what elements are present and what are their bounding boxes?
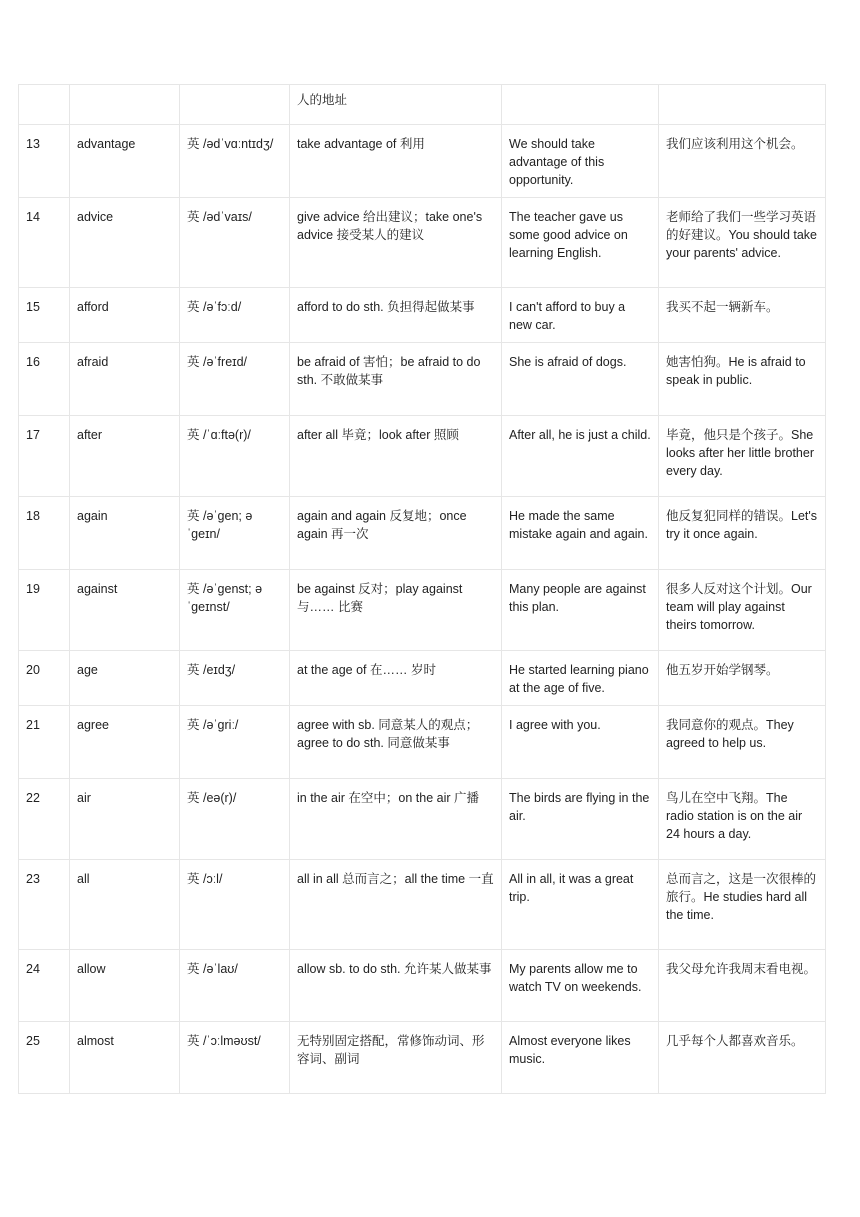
table-row <box>19 198 826 288</box>
phrases-cell: all in all 总而言之；all the time 一直 <box>290 860 502 950</box>
example-en-cell <box>502 85 659 125</box>
table-row <box>19 1022 826 1094</box>
example-en-cell: I can't afford to buy a new car. <box>502 288 659 343</box>
index-cell: 19 <box>19 570 70 651</box>
phonetic-cell: 英 /eɪdʒ/ <box>180 651 290 706</box>
example-zh-cell: 他五岁开始学钢琴。 <box>659 651 826 706</box>
example-en-cell: He started learning piano at the age of five. <box>502 651 659 706</box>
phonetic-cell: 英 /əˈgen; əˈgeɪn/ <box>180 497 290 570</box>
phonetic-cell: 英 /əˈlaʊ/ <box>180 950 290 1022</box>
index-cell: 15 <box>19 288 70 343</box>
phrases-cell: be against 反对；play against 与…… 比赛 <box>290 570 502 651</box>
word-cell: against <box>70 570 180 651</box>
example-zh-cell: 我父母允许我周末看电视。 <box>659 950 826 1022</box>
phrases-cell: at the age of 在…… 岁时 <box>290 651 502 706</box>
table-row <box>19 860 826 950</box>
phrases-cell: allow sb. to do sth. 允许某人做某事 <box>290 950 502 1022</box>
vocabulary-table <box>18 84 826 1094</box>
example-zh-cell: 老师给了我们一些学习英语的好建议。You should take your parents' advice. <box>659 198 826 288</box>
phonetic-cell: 英 /əˈgenst; əˈgeɪnst/ <box>180 570 290 651</box>
word-cell: air <box>70 779 180 860</box>
example-zh-cell: 几乎每个人都喜欢音乐。 <box>659 1022 826 1094</box>
table-row <box>19 288 826 343</box>
word-cell: advantage <box>70 125 180 198</box>
index-cell: 18 <box>19 497 70 570</box>
phrases-cell: after all 毕竟；look after 照顾 <box>290 416 502 497</box>
table-row-continuation <box>19 85 826 125</box>
table-row <box>19 950 826 1022</box>
vocabulary-table-body <box>19 85 826 1094</box>
example-zh-cell: 总而言之，这是一次很棒的旅行。He studies hard all the time. <box>659 860 826 950</box>
example-en-cell: She is afraid of dogs. <box>502 343 659 416</box>
index-cell: 24 <box>19 950 70 1022</box>
phonetic-cell <box>180 85 290 125</box>
example-zh-cell: 他反复犯同样的错误。Let's try it once again. <box>659 497 826 570</box>
index-cell: 16 <box>19 343 70 416</box>
index-cell: 23 <box>19 860 70 950</box>
phonetic-cell: 英 /əˈfreɪd/ <box>180 343 290 416</box>
index-cell <box>19 85 70 125</box>
index-cell: 13 <box>19 125 70 198</box>
example-en-cell: My parents allow me to watch TV on weekends. <box>502 950 659 1022</box>
example-zh-cell: 鸟儿在空中飞翔。The radio station is on the air 24 hours a day. <box>659 779 826 860</box>
phonetic-cell: 英 /əˈgriː/ <box>180 706 290 779</box>
word-cell: again <box>70 497 180 570</box>
phrases-cell: give advice 给出建议；take one's advice 接受某人的建议 <box>290 198 502 288</box>
phrases-cell: 无特别固定搭配，常修饰动词、形容词、副词 <box>290 1022 502 1094</box>
example-en-cell: After all, he is just a child. <box>502 416 659 497</box>
table-row <box>19 343 826 416</box>
example-en-cell: Almost everyone likes music. <box>502 1022 659 1094</box>
phonetic-cell: 英 /eə(r)/ <box>180 779 290 860</box>
example-en-cell: Many people are against this plan. <box>502 570 659 651</box>
word-cell: agree <box>70 706 180 779</box>
phonetic-cell: 英 /ədˈvɑːntɪdʒ/ <box>180 125 290 198</box>
phrases-cell: take advantage of 利用 <box>290 125 502 198</box>
table-row <box>19 570 826 651</box>
phonetic-cell: 英 /ˈɔːlməʊst/ <box>180 1022 290 1094</box>
word-cell: age <box>70 651 180 706</box>
word-cell: allow <box>70 950 180 1022</box>
word-cell: after <box>70 416 180 497</box>
index-cell: 14 <box>19 198 70 288</box>
word-cell <box>70 85 180 125</box>
example-en-cell: The teacher gave us some good advice on learning English. <box>502 198 659 288</box>
table-row <box>19 497 826 570</box>
word-cell: almost <box>70 1022 180 1094</box>
phrases-cell: afford to do sth. 负担得起做某事 <box>290 288 502 343</box>
word-cell: all <box>70 860 180 950</box>
table-row <box>19 651 826 706</box>
phrases-cell: 人的地址 <box>290 85 502 125</box>
index-cell: 20 <box>19 651 70 706</box>
index-cell: 25 <box>19 1022 70 1094</box>
index-cell: 17 <box>19 416 70 497</box>
table-row <box>19 779 826 860</box>
example-en-cell: He made the same mistake again and again. <box>502 497 659 570</box>
table-row <box>19 706 826 779</box>
example-zh-cell: 我同意你的观点。They agreed to help us. <box>659 706 826 779</box>
word-cell: afford <box>70 288 180 343</box>
phrases-cell: again and again 反复地；once again 再一次 <box>290 497 502 570</box>
example-en-cell: All in all, it was a great trip. <box>502 860 659 950</box>
table-row <box>19 416 826 497</box>
example-zh-cell: 毕竟，他只是个孩子。She looks after her little brother every day. <box>659 416 826 497</box>
word-cell: advice <box>70 198 180 288</box>
example-en-cell: I agree with you. <box>502 706 659 779</box>
example-en-cell: We should take advantage of this opportunity. <box>502 125 659 198</box>
phonetic-cell: 英 /ˈɑːftə(r)/ <box>180 416 290 497</box>
phonetic-cell: 英 /əˈfɔːd/ <box>180 288 290 343</box>
phonetic-cell: 英 /ədˈvaɪs/ <box>180 198 290 288</box>
example-zh-cell: 很多人反对这个计划。Our team will play against theirs tomorrow. <box>659 570 826 651</box>
table-row <box>19 125 826 198</box>
phrases-cell: be afraid of 害怕；be afraid to do sth. 不敢做某事 <box>290 343 502 416</box>
index-cell: 21 <box>19 706 70 779</box>
index-cell: 22 <box>19 779 70 860</box>
example-en-cell: The birds are flying in the air. <box>502 779 659 860</box>
example-zh-cell <box>659 85 826 125</box>
phonetic-cell: 英 /ɔːl/ <box>180 860 290 950</box>
example-zh-cell: 我买不起一辆新车。 <box>659 288 826 343</box>
phrases-cell: agree with sb. 同意某人的观点；agree to do sth. 同意做某事 <box>290 706 502 779</box>
word-cell: afraid <box>70 343 180 416</box>
example-zh-cell: 我们应该利用这个机会。 <box>659 125 826 198</box>
example-zh-cell: 她害怕狗。He is afraid to speak in public. <box>659 343 826 416</box>
phrases-cell: in the air 在空中；on the air 广播 <box>290 779 502 860</box>
